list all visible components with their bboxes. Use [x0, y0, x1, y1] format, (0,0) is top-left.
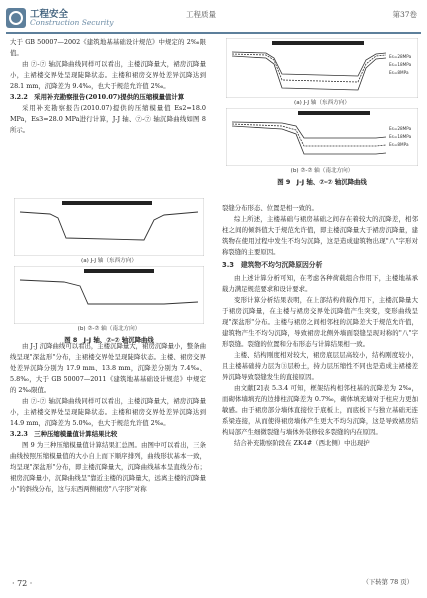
volume-label: 第37卷: [392, 10, 417, 19]
paragraph: 结合补充勘察阶段在 ZK4#（西北侧）中出现护: [234, 439, 370, 447]
legend-item: Es=8MPa: [389, 142, 409, 147]
legend-item: Es=28MPa: [389, 126, 412, 131]
figure-9a-chart: [226, 38, 418, 98]
figure-8a-caption: (a) J-J 轴（东西方向）: [81, 258, 137, 264]
figure-8: [14, 198, 204, 344]
legend-item: Es=28MPa: [389, 54, 412, 59]
paragraph: 裂缝分布形态、位置是相一致的。: [222, 204, 318, 212]
figure-9: [226, 38, 418, 186]
paragraph: 由 ⑦-⑦ 轴沉降曲线同样可以看出，主楼沉降量大，裙房沉降量小，主裙楼交界处呈现陡降状态。主楼和裙房交界处差异沉降达到 14.9 mm，沉降差为 5.0‰，也大于规范允许值 2‰。: [10, 397, 206, 427]
legend-item: Es=8MPa: [389, 70, 409, 75]
figure-9-caption: 图 9 J-J 轴、⑦-⑦ 轴沉降曲线: [277, 178, 367, 186]
legend-item: Es=18MPa: [389, 62, 412, 67]
figure-9a-caption: (a) J-J 轴（东西方向）: [294, 100, 350, 106]
figure-8-caption: 图 8 J-J 轴、⑦-⑦ 轴沉降曲线: [64, 336, 154, 344]
right-column: [222, 203, 418, 449]
header-rule: [6, 32, 421, 34]
paragraph: 由 ⑦-⑦ 轴沉降曲线同样可以看出，主楼沉降量大，裙房沉降量小，主裙楼交界处呈现陡降状态。主楼和裙房交界处差异沉降达到 28.1 mm，沉降差为 9.4‰，也大于规范允许值 2‰。: [10, 60, 206, 90]
legend-item: Es=18MPa: [389, 134, 412, 139]
figure-9b-chart: [226, 108, 418, 166]
left-column-top: [10, 37, 206, 136]
paragraph: 综上所述，主楼基础与裙房基础之间存在着较大的沉降差，相邻柱之间的倾斜值大于规范允许值，即主楼沉降量大于裙房沉降量，建筑物在使用过程中发生不均匀沉降，这是造成建筑物出现"八"字形对称裂缝的主要原因。: [222, 215, 418, 256]
paragraph: 由文献[2]表 5.3.4 可知，框架结构相邻柱基的沉降差为 2‰，而砌体墙填充的边排柱沉降差为 0.7‰，砌体填充墙对于柱应力更加敏感。由于裙房部分墙体直接位于底板上，而底板下与独立基础无连系梁连接，从而使得裙房墙体产生更大不均匀沉降，这是导致裙房结构局部产生细微裂缝与墙体外装修较多裂缝的内在原因。: [222, 384, 418, 436]
paragraph: 图 9 为三种压缩模量值计算结果汇总图。由图中可以看出，三条曲线按照压缩模量值的大小自上而下顺序排列，曲线形状基本一致，均呈现"深盆形"分布，即主楼沉降量大，沉降曲线基本呈直线分布；裙房沉降量小，沉降曲线呈"靠近主楼的沉降量大，远离主楼的沉降量小"的斜线分布，这与东西两侧裙房"八字形"对称: [10, 441, 206, 493]
journal-title: 工程安全: [30, 9, 69, 20]
figure-8b-caption: (b) ⑦-⑦ 轴（南北方向）: [77, 326, 141, 332]
section-heading: 3.2.2 采用补充勘察报告(2010.07)提供的压缩模量值计算: [10, 93, 185, 101]
continued-note: （下转第 78 页）: [362, 578, 413, 586]
journal-logo: [6, 8, 26, 28]
paragraph: 变形计算分析结果表明，在上部结构荷载作用下，主楼沉降量大于裙房沉降量，在主楼与裙房交界处沉降值产生突变，变形曲线呈现"深盆形"分布。主楼与裙房之间相邻柱的沉降差大于规范允许值，建筑物产生不均匀沉降，导致裙房北侧外墙面裂缝呈现对称的"八"字形裂缝。裂缝的位置和分布形态与计算结果相一致。: [222, 296, 418, 348]
paragraph: 由上述计算分析可知，在考虑各种荷载组合作用下，主楼地基承载力满足规范要求和设计要求。: [222, 274, 418, 293]
figure-8b-chart: [14, 266, 204, 324]
figure-9b-caption: (b) ⑦-⑦ 轴（南北方向）: [290, 168, 354, 174]
paragraph: 主楼、结构刚度相对较大，裙房底层层高较小，结构刚度较小，且主楼基础持力层为③层粉土，持力层压缩性不同也是造成主裙楼差异沉降导致裂缝发生的直接原因。: [222, 351, 418, 381]
figure-8a-chart: [14, 198, 204, 256]
section-name: 工程质量: [186, 10, 216, 19]
page-number: · 72 ·: [12, 579, 33, 588]
section-heading: 3.2.3 三种压缩模量值计算结果比较: [10, 430, 118, 438]
journal-subtitle: Construction Security: [30, 18, 114, 27]
paragraph: 大于 GB 50007—2002《建筑地基基础设计规范》中规定的 2‰限值。: [10, 38, 206, 57]
section-heading: 3.3 建筑物不均匀沉降原因分析: [222, 261, 323, 269]
left-column-bottom: [10, 341, 206, 495]
paragraph: 采用补充勘察报告(2010.07)提供的压缩模量值 Es2=18.0 MPa，Es3=28.0 MPa进行计算，J-J 轴、⑦-⑦ 轴沉降曲线如图 8 所示。: [10, 104, 206, 134]
paragraph: 由 J-J 沉降曲线可以看出，主楼沉降量大，裙房沉降量小，整条曲线呈现"深盆形"分布，主裙楼交界处呈现陡降状态。主楼、裙房交界处差异沉降分别为 17.9 mm、13.8 mm，沉降差分别为 7.4‰、5.8‰，大于 GB 50007—2011《建筑地基基础设计规范》中规定的 2‰限值。: [10, 342, 206, 394]
